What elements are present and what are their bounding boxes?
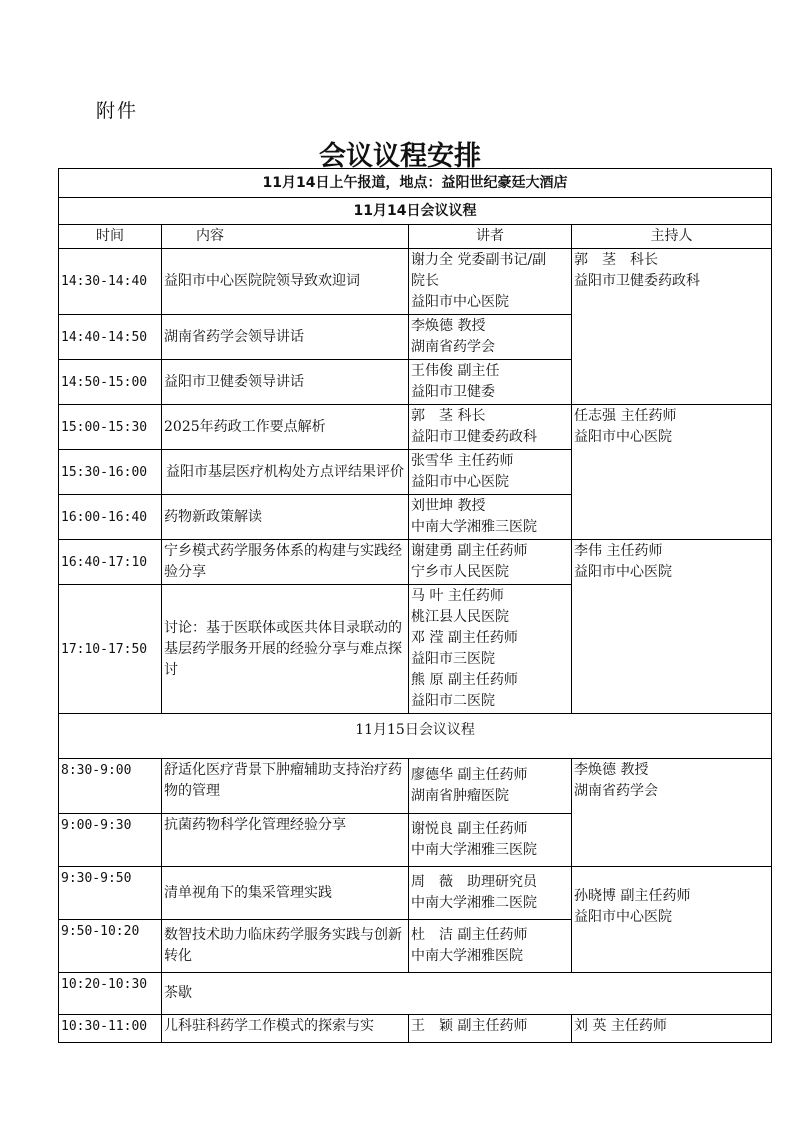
speaker-line: 宁乡市人民医院	[411, 564, 509, 580]
row-time: 15:00-15:30	[59, 405, 162, 450]
row-content: 益阳市基层医疗机构处方点评结果评价	[162, 450, 409, 495]
speaker-line: 益阳市三医院	[411, 651, 495, 667]
table-row	[59, 1015, 772, 1043]
row-time: 14:50-15:00	[59, 360, 162, 405]
row-time: 8:30-9:00	[59, 759, 162, 814]
speaker-line: 王伟俊 副主任	[411, 363, 500, 379]
day2-header: 11月15日会议议程	[59, 714, 772, 759]
day1-header-row	[59, 198, 772, 225]
speaker-line: 廖德华 副主任药师	[411, 767, 528, 783]
row-content: 宁乡模式药学服务体系的构建与实践经验分享	[162, 540, 409, 585]
speaker-line: 益阳市二医院	[411, 693, 495, 709]
column-header-row	[59, 225, 772, 249]
speaker-line: 桃江县人民医院	[411, 609, 509, 625]
row-speaker	[409, 405, 572, 450]
row-time: 14:40-14:50	[59, 315, 162, 360]
speaker-line: 中南大学湘雅三医院	[411, 519, 537, 535]
row-content: 茶歇	[162, 973, 772, 1015]
host-cell	[572, 405, 772, 540]
row-speaker	[409, 759, 572, 814]
host-line: 益阳市中心医院	[574, 564, 672, 580]
host-cell	[572, 540, 772, 714]
speaker-line: 湖南省肿瘤医院	[411, 788, 509, 804]
row-time: 17:10-17:50	[59, 585, 162, 714]
host-line: 郭 茎 科长	[574, 252, 658, 268]
row-content: 清单视角下的集采管理实践	[162, 867, 409, 920]
speaker-line: 谢力全 党委副书记/副	[411, 252, 547, 268]
host-line: 益阳市中心医院	[574, 909, 672, 925]
row-time: 9:50-10:20	[59, 920, 162, 973]
speaker-line: 马 叶 主任药师	[411, 588, 504, 604]
row-time: 10:20-10:30	[59, 973, 162, 1015]
row-content: 抗菌药物科学化管理经验分享	[162, 814, 409, 867]
row-content: 药物新政策解读	[162, 495, 409, 540]
agenda-table	[58, 168, 772, 1043]
row-speaker	[409, 360, 572, 405]
host-cell	[572, 1015, 772, 1043]
host-cell	[572, 867, 772, 973]
day2-header-row	[59, 714, 772, 759]
row-content: 2025年药政工作要点解析	[162, 405, 409, 450]
speaker-line: 郭 茎 科长	[411, 408, 486, 424]
speaker-line: 益阳市卫健委	[411, 384, 495, 400]
host-line: 益阳市中心医院	[574, 429, 672, 445]
speaker-line: 中南大学湘雅医院	[411, 948, 523, 964]
row-content: 益阳市卫健委领导讲话	[162, 360, 409, 405]
row-speaker	[409, 540, 572, 585]
row-speaker	[409, 585, 572, 714]
row-content: 舒适化医疗背景下肿瘤辅助支持治疗药物的管理	[162, 759, 409, 814]
host-line: 李伟 主任药师	[574, 543, 663, 559]
row-speaker	[409, 920, 572, 973]
table-row	[59, 405, 772, 450]
table-row	[59, 540, 772, 585]
host-line: 益阳市卫健委药政科	[574, 273, 700, 289]
row-time: 16:00-16:40	[59, 495, 162, 540]
host-line: 李焕德 教授	[574, 762, 649, 778]
row-speaker	[409, 315, 572, 360]
col-speaker: 讲者	[409, 225, 572, 249]
row-speaker	[409, 249, 572, 315]
host-line: 任志强 主任药师	[574, 408, 677, 424]
speaker-line: 益阳市中心医院	[411, 474, 509, 490]
host-line: 湖南省药学会	[574, 783, 658, 799]
row-content: 讨论：基于医联体或医共体目录联动的基层药学服务开展的经验分享与难点探讨	[162, 585, 409, 714]
speaker-line: 邓 滢 副主任药师	[411, 630, 518, 646]
row-time: 16:40-17:10	[59, 540, 162, 585]
host-cell	[572, 249, 772, 405]
row-speaker	[409, 495, 572, 540]
speaker-line: 张雪华 主任药师	[411, 453, 514, 469]
speaker-line: 中南大学湘雅二医院	[411, 895, 537, 911]
row-time: 14:30-14:40	[59, 249, 162, 315]
page-title: 会议议程安排	[319, 141, 481, 172]
speaker-line: 熊 原 副主任药师	[411, 672, 518, 688]
day1-header: 11月14日会议议程	[59, 198, 772, 225]
speaker-line: 益阳市中心医院	[411, 294, 509, 310]
attachment-label: 附件	[96, 100, 139, 122]
registration-info: 11月14日上午报道，地点：益阳世纪豪廷大酒店	[59, 169, 772, 198]
table-row	[59, 867, 772, 920]
row-speaker	[409, 867, 572, 920]
speaker-line: 王 颖 副主任药师	[411, 1018, 528, 1034]
table-row	[59, 973, 772, 1015]
host-cell	[572, 759, 772, 867]
speaker-line: 周 薇 助理研究员	[411, 874, 537, 890]
speaker-line: 谢悦良 副主任药师	[411, 821, 528, 837]
speaker-line: 院长	[411, 273, 439, 289]
speaker-line: 谢建勇 副主任药师	[411, 543, 528, 559]
row-content: 儿科驻科药学工作模式的探索与实	[162, 1015, 409, 1043]
row-time: 9:00-9:30	[59, 814, 162, 867]
registration-row	[59, 169, 772, 198]
row-time: 10:30-11:00	[59, 1015, 162, 1043]
speaker-line: 杜 洁 副主任药师	[411, 927, 528, 943]
row-speaker	[409, 814, 572, 867]
table-row	[59, 759, 772, 814]
col-host: 主持人	[572, 225, 772, 249]
row-speaker	[409, 450, 572, 495]
col-content: 内容	[162, 225, 409, 249]
row-content: 湖南省药学会领导讲话	[162, 315, 409, 360]
host-line: 刘 英 主任药师	[574, 1018, 667, 1034]
row-speaker	[409, 1015, 572, 1043]
host-line: 孙晓博 副主任药师	[574, 888, 691, 904]
speaker-line: 李焕德 教授	[411, 318, 486, 334]
row-time: 9:30-9:50	[59, 867, 162, 920]
speaker-line: 中南大学湘雅三医院	[411, 842, 537, 858]
row-time: 15:30-16:00	[59, 450, 162, 495]
speaker-line: 益阳市卫健委药政科	[411, 429, 537, 445]
speaker-line: 刘世坤 教授	[411, 498, 486, 514]
col-time: 时间	[59, 225, 162, 249]
table-row	[59, 249, 772, 315]
row-content: 益阳市中心医院院领导致欢迎词	[162, 249, 409, 315]
speaker-line: 湖南省药学会	[411, 339, 495, 355]
row-content: 数智技术助力临床药学服务实践与创新转化	[162, 920, 409, 973]
